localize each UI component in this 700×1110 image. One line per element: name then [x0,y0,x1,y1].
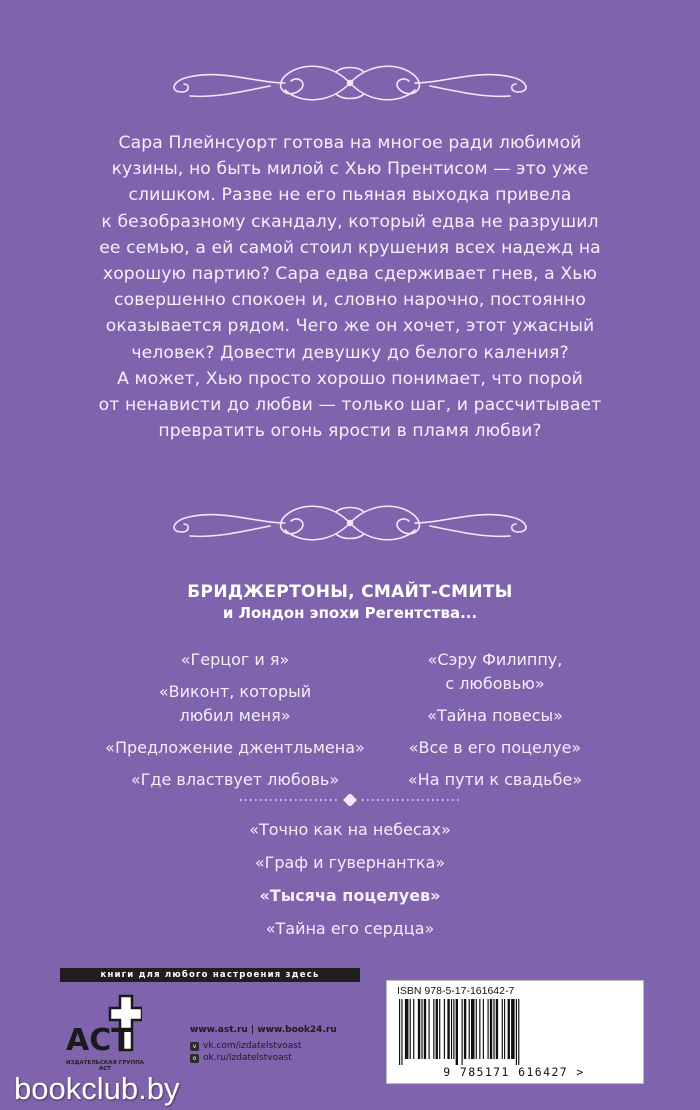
barcode-icon [399,999,635,1065]
annotation-line: от ненависти до любви — только шаг, и рассчитывает [98,395,602,416]
book-title: «Граф и гувернантка» [254,853,446,872]
social-vk-text: vk.com/izdatelstvoast [203,1041,302,1051]
annotation-line: оказывается рядом. Чего же он хочет, этот ужасный [105,316,595,337]
logo-text: ACT [66,1023,132,1058]
series-heading [0,582,700,622]
book-list-left [90,648,380,800]
publisher-strip: книги для любого настроения здесь [60,968,360,982]
annotation-line: А может, Хью просто хорошо понимает, что порой [117,368,583,389]
book-list-right [385,648,605,800]
annotation-line: слишком. Разве не его пьяная выходка привела [128,185,572,206]
book-title: «Виконт, который любил меня» [158,682,312,725]
series-subtitle: и Лондон эпохи Регентства... [222,604,478,622]
vk-icon: v [190,1042,199,1051]
ornament-top [160,48,540,118]
dotted-divider [240,794,460,806]
book-title: «Все в его поцелуе» [408,738,582,757]
ean-number: 9 785171 616427 > [443,1065,585,1079]
ok-icon: o [190,1054,199,1063]
annotation-line: совершенно спокоен и, словно нарочно, постоянно [114,290,586,311]
book-title: «На пути к свадьбе» [407,770,583,789]
social-ok-text: ok.ru/izdatelstvoast [203,1053,292,1063]
social-ok[interactable] [190,1052,337,1064]
book-title-current: «Тысяча поцелуев» [259,886,441,905]
annotation-line: кузины, но быть милой с Хью Прентисом — это уже [111,159,589,180]
book-title: «Точно как на небесах» [249,820,451,839]
annotation-line: ее семью, а ей самой стоил крушения всех надежд на [99,237,601,258]
barcode-box [386,980,644,1084]
isbn-number: ISBN 978-5-17-161642-7 [397,985,515,997]
publisher-links [190,1024,337,1064]
logo-caption: ИЗДАТЕЛЬСКАЯ ГРУППА АСТ [65,1060,145,1072]
book-title: «Сэру Филиппу, с любовью» [427,650,563,693]
annotation-line: хорошую партию? Сара едва сдерживает гнев, а Хью [102,264,598,285]
book-title: «Герцог и я» [180,650,290,669]
annotation-line: человек? Довести девушку до белого каления? [131,342,569,363]
book-title: «Тайна его сердца» [265,919,435,938]
social-vk[interactable] [190,1040,337,1052]
series-title: БРИДЖЕРТОНЫ, СМАЙТ-СМИТЫ [187,582,513,602]
annotation-line: Сара Плейнсуорт готова на многое ради любимой [118,133,582,153]
book-title: «Где властвует любовь» [130,770,340,789]
book-title: «Тайна повесы» [427,706,563,725]
watermark: bookclub.by [14,1071,180,1106]
annotation-line: к безобразному скандалу, который едва не разрушил [101,211,599,232]
book-list-bottom [0,818,700,950]
ornament-middle [160,488,540,558]
websites-link[interactable]: www.ast.ru | www.book24.ru [190,1025,337,1035]
annotation-line: превратить огонь ярости в пламя любви? [158,421,542,442]
book-annotation [95,130,605,444]
book-title: «Предложение джентльмена» [105,738,365,757]
